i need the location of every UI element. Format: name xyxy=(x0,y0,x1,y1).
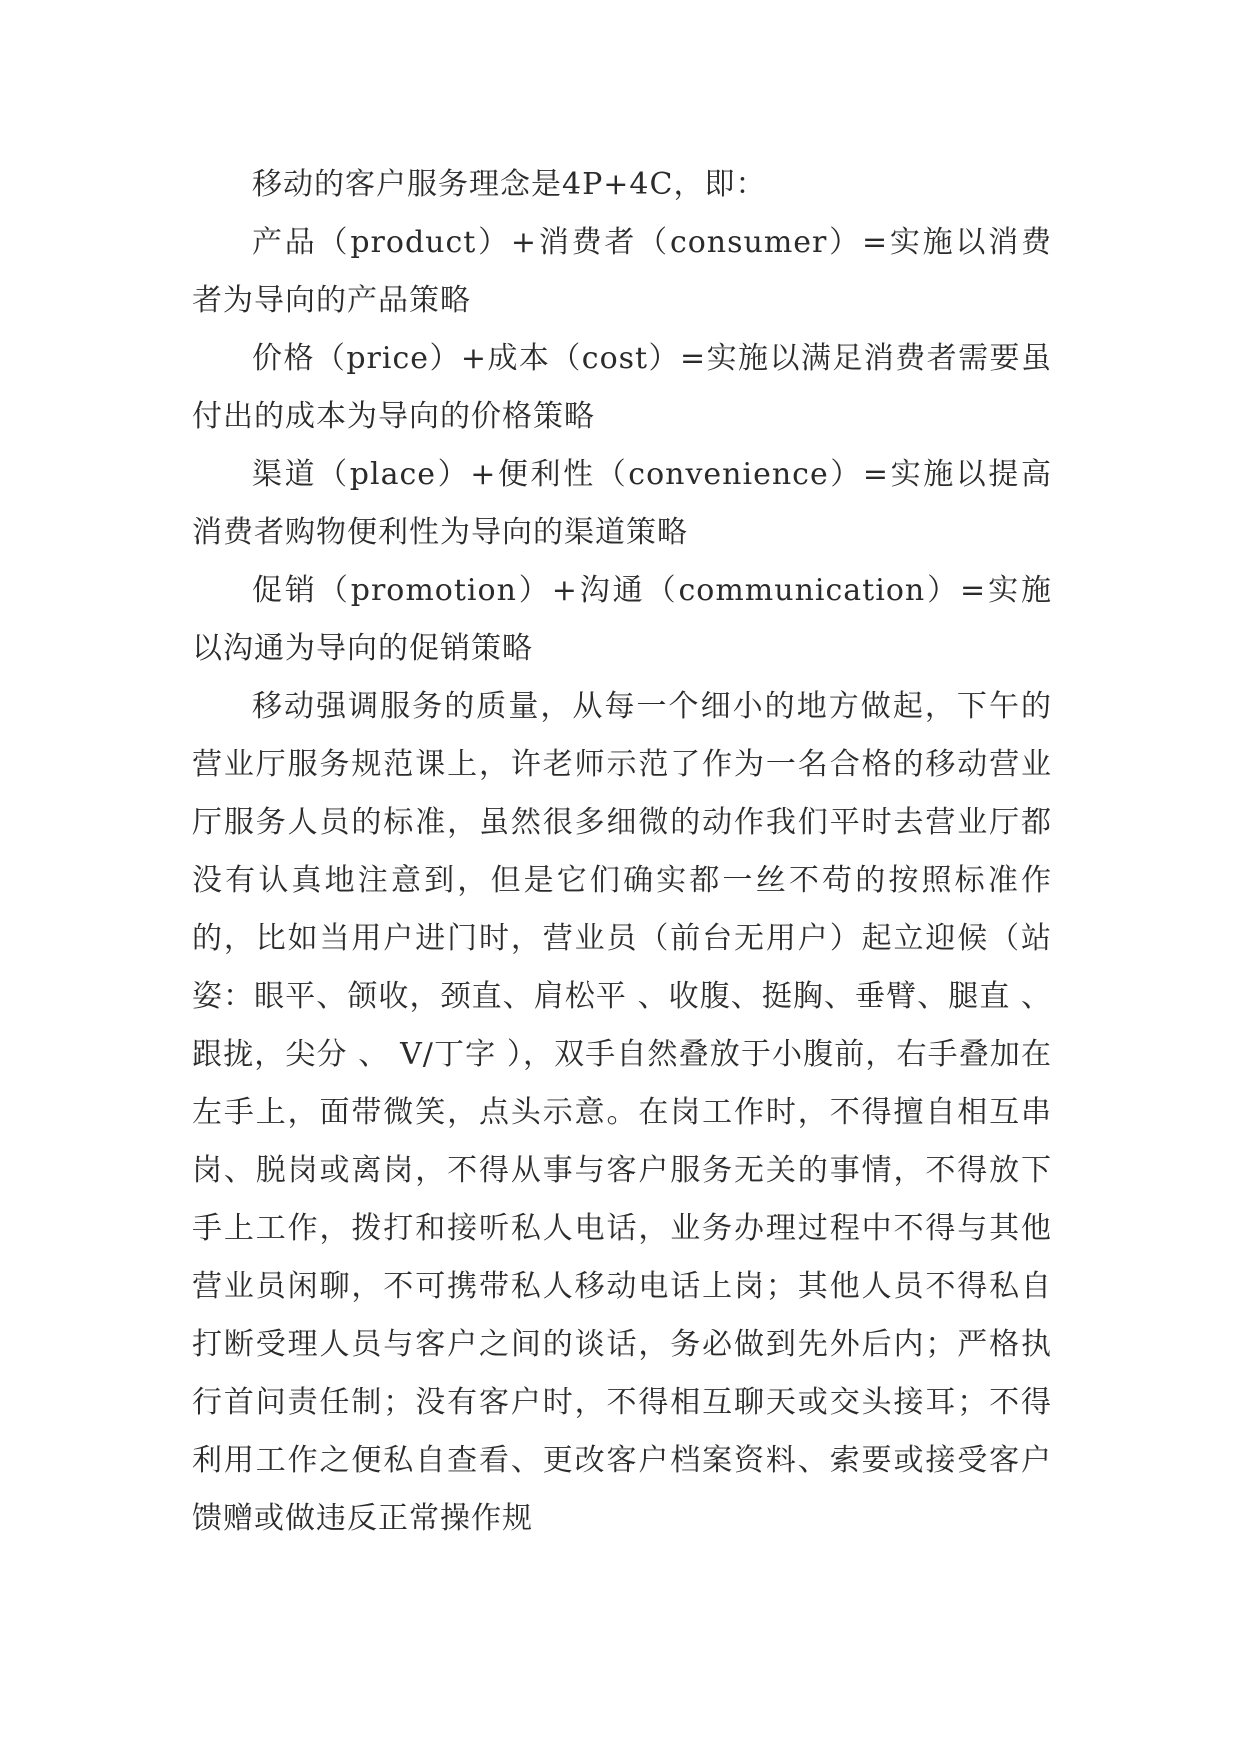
paragraph-price: 价格（price）+成本（cost）=实施以满足消费者需要虽付出的成本为导向的价格策略 xyxy=(192,341,1052,434)
paragraph-product: 产品（product）+消费者（consumer）=实施以消费者为导向的产品策略 xyxy=(192,225,1052,318)
paragraph-service-quality: 移动强调服务的质量，从每一个细小的地方做起，下午的营业厅服务规范课上，许老师示范了作为一名合格的移动营业厅服务人员的标准，虽然很多细微的动作我们平时去营业厅都没有认真地注意到，但是它们确实都一丝不苟的按照标准作的，比如当用户进门时，营业员（前台无用户）起立迎候（站姿：眼平、颌收，颈直、肩松平 、收腹、挺胸、垂臂、腿直 、跟拢，尖分 、 V/丁字 ），双手自然叠放于小腹前，右手叠加在左手上，面带微笑，点头示意。在岗工作时，不得擅自相互串岗、脱岗或离岗，不得从事与客户服务无关的事情，不得放下手上工作，拨打和接听私人电话，业务办理过程中不得与其他营业员闲聊，不可携带私人移动电话上岗；其他人员不得私自打断受理人员与客户之间的谈话，务必做到先外后内；严格执行首问责任制；没有客户时，不得相互聊天或交头接耳；不得利用工作之便私自查看、更改客户档案资料、索要或接受客户馈赠或做违反正常操作规 xyxy=(192,689,1052,1536)
paragraph-place: 渠道（place）+便利性（convenience）=实施以提高消费者购物便利性为导向的渠道策略 xyxy=(192,457,1052,550)
document-body xyxy=(192,156,1052,1548)
paragraph-intro: 移动的客户服务理念是4P+4C，即： xyxy=(252,167,767,202)
paragraph-promotion: 促销（promotion）+沟通（communication）=实施以沟通为导向的促销策略 xyxy=(192,573,1052,666)
